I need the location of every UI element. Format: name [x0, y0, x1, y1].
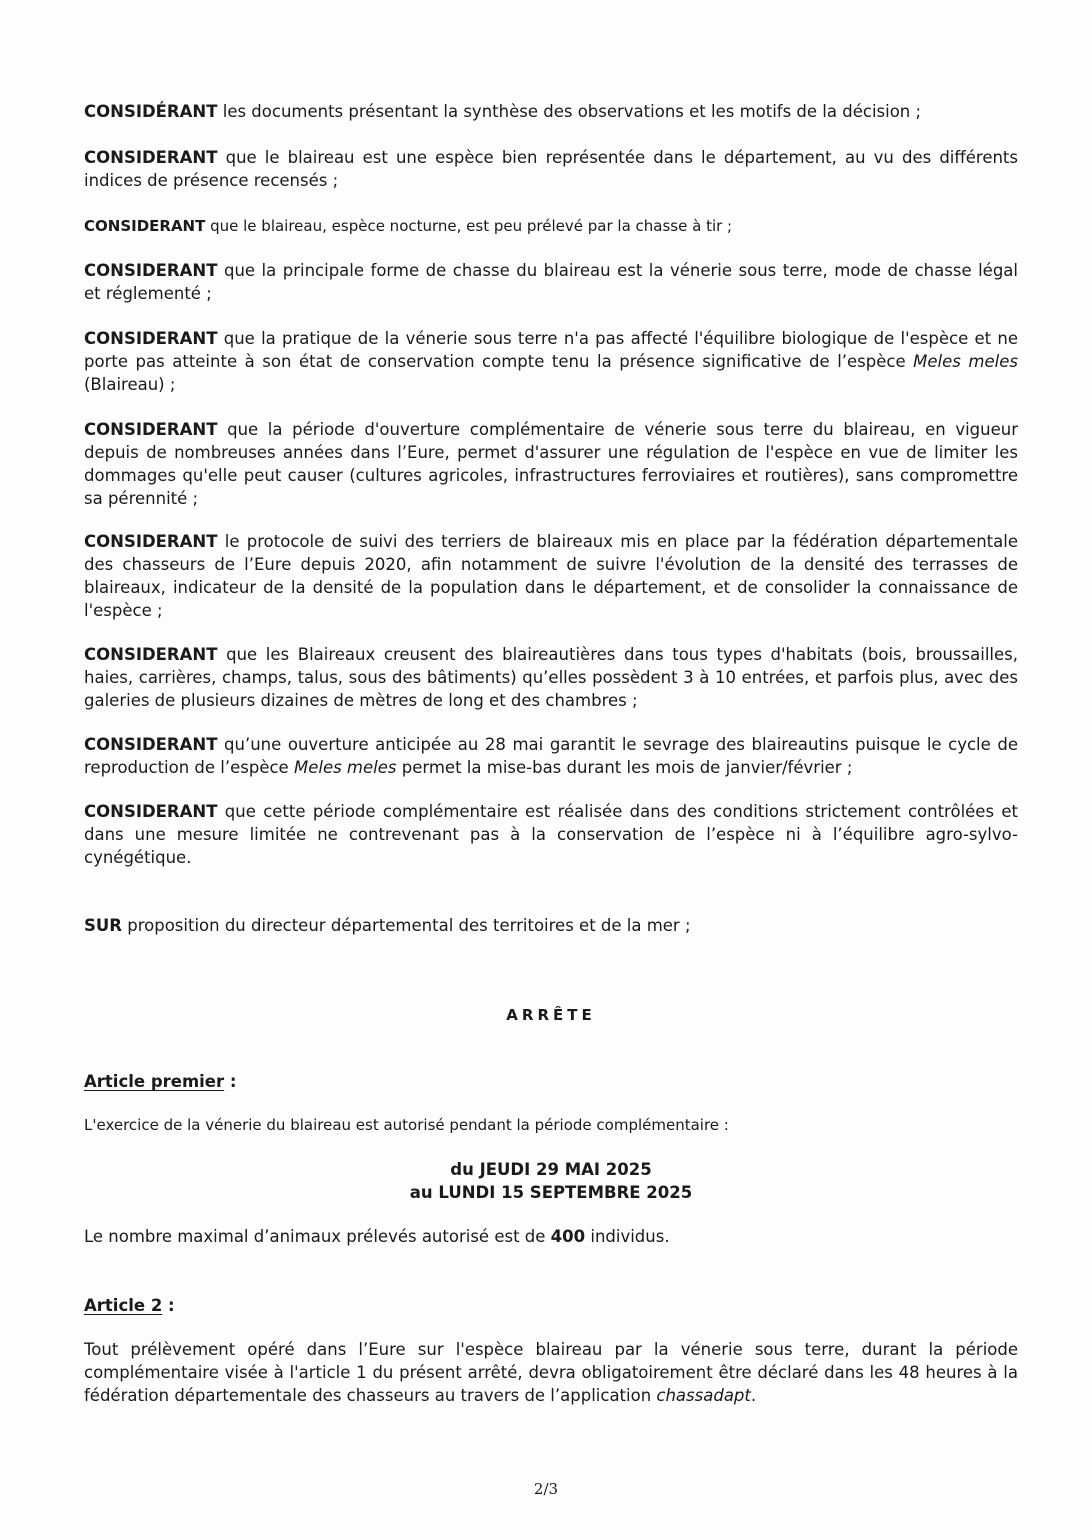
considerant-text: les documents présentant la synthèse des observations et les motifs de la décision ; — [217, 102, 922, 121]
species-name: Meles meles — [913, 352, 1018, 371]
date-to — [84, 1181, 1018, 1204]
page-number: 2/3 — [533, 1480, 559, 1498]
considerant-text: que le blaireau est une espèce bien représentée dans le département, au vu des différents indices de présence recensés ; — [84, 148, 1018, 190]
considerant-lead: CONSIDÉRANT — [84, 102, 218, 121]
considerant-7 — [84, 530, 1018, 622]
article-title: Article premier — [84, 1072, 225, 1091]
considerant-lead: CONSIDERANT — [84, 329, 218, 348]
considerant-text: permet la mise-bas durant les mois de janvier/février ; — [396, 758, 853, 777]
date-prefix: au — [409, 1183, 439, 1202]
article-1-intro: L'exercice de la vénerie du blaireau est autorisé pendant la période complémentaire : — [84, 1116, 729, 1134]
article-colon: : — [162, 1296, 175, 1315]
considerant-9 — [84, 733, 1018, 779]
considerant-text: que la pratique de la vénerie sous terre n'a pas affecté l'équilibre biologique de l'espèce et ne porte pas atteinte à son état de conservation compte tenu la présence significative de l’espèce — [84, 329, 1018, 371]
article-1-heading — [84, 1070, 1018, 1093]
article-text-end: . — [750, 1386, 757, 1405]
considerant-text: que la principale forme de chasse du blaireau est la vénerie sous terre, mode de chasse légal et réglementé ; — [84, 261, 1018, 303]
considerant-text: que cette période complémentaire est réalisée dans des conditions strictement contrôlées et dans une mesure limitée ne contrevenant pas à la conservation de l’espèce ni à l’équilibre agro-sylvo-cynégétique. — [84, 802, 1018, 867]
considerant-text: que les Blaireaux creusent des blaireautières dans tous types d'habitats (bois, broussailles, haies, carrières, champs, talus, sous des bâtiments) qu’elles possèdent 3 à 10 entrées, et parfois plus, avec des galeries de plusieurs dizaines de mètres de long et des chambres ; — [84, 645, 1018, 710]
sur-lead: SUR — [84, 916, 122, 935]
considerant-4 — [84, 259, 1018, 305]
considerant-text: que le blaireau, espèce nocturne, est peu prélevé par la chasse à tir ; — [205, 217, 733, 235]
app-name: chassadapt — [656, 1386, 751, 1405]
article-title: Article 2 — [84, 1296, 163, 1315]
article-2-text — [84, 1338, 1018, 1407]
max-suffix: individus. — [585, 1227, 670, 1246]
sur-text: proposition du directeur départemental des territoires et de la mer ; — [122, 916, 691, 935]
considerant-lead: CONSIDERANT — [84, 532, 218, 551]
max-value: 400 — [550, 1227, 586, 1246]
sur-proposition — [84, 914, 1018, 937]
article-text: Tout prélèvement opéré dans l’Eure sur l'espèce blaireau par la vénerie sous terre, durant la période complémentaire visée à l'article 1 du présent arrêté, devra obligatoirement être déclaré dans les 48 heures à la fédération départementale des chasseurs au travers de l’application — [84, 1340, 1018, 1405]
considerant-lead: CONSIDERANT — [84, 261, 218, 280]
considerant-3 — [84, 214, 1018, 238]
considerant-lead: CONSIDERANT — [84, 645, 218, 664]
considerant-lead: CONSIDERANT — [84, 217, 206, 235]
date-prefix: du — [450, 1160, 480, 1179]
date-value: JEUDI 29 MAI 2025 — [479, 1160, 652, 1179]
date-from — [84, 1158, 1018, 1181]
considerant-lead: CONSIDERANT — [84, 735, 218, 754]
considerant-8 — [84, 643, 1018, 712]
species-name: Meles meles — [293, 758, 397, 777]
considerant-1 — [84, 100, 1018, 123]
considerant-text: le protocole de suivi des terriers de blaireaux mis en place par la fédération départementale des chasseurs de l’Eure depuis 2020, afin notamment de suivre l'évolution de la densité des terrasses de blaireaux, indicateur de la densité de la population dans le département, et de consolider la connaissance de l'espèce ; — [84, 532, 1018, 620]
article-2-heading — [84, 1294, 1018, 1317]
considerant-6 — [84, 418, 1018, 510]
considerant-lead: CONSIDERANT — [84, 420, 218, 439]
article-colon: : — [224, 1072, 237, 1091]
considerant-10 — [84, 800, 1018, 869]
considerant-text: (Blaireau) ; — [84, 375, 176, 394]
considerant-lead: CONSIDERANT — [84, 802, 218, 821]
date-value: LUNDI 15 SEPTEMBRE 2025 — [438, 1183, 693, 1202]
considerant-2 — [84, 146, 1018, 192]
considerant-lead: CONSIDERANT — [84, 148, 218, 167]
max-prefix: Le nombre maximal d’animaux prélevés autorisé est de — [84, 1227, 551, 1246]
considerant-text: que la période d'ouverture complémentaire de vénerie sous terre du blaireau, en vigueur depuis de nombreuses années dans l’Eure, permet d'assurer une régulation de l'espèce en vue de limiter les dommages qu'elle peut causer (cultures agricoles, infrastructures ferroviaires et routières), sans compromettre sa pérennité ; — [84, 420, 1018, 508]
considerant-5 — [84, 327, 1018, 396]
max-animals — [84, 1225, 1018, 1248]
considerant-text: qu’une ouverture anticipée au 28 mai garantit le sevrage des blaireautins puisque le cycle de reproduction de l’espèce — [84, 735, 1018, 777]
arrete-title: ARRÊTE — [506, 1006, 596, 1024]
